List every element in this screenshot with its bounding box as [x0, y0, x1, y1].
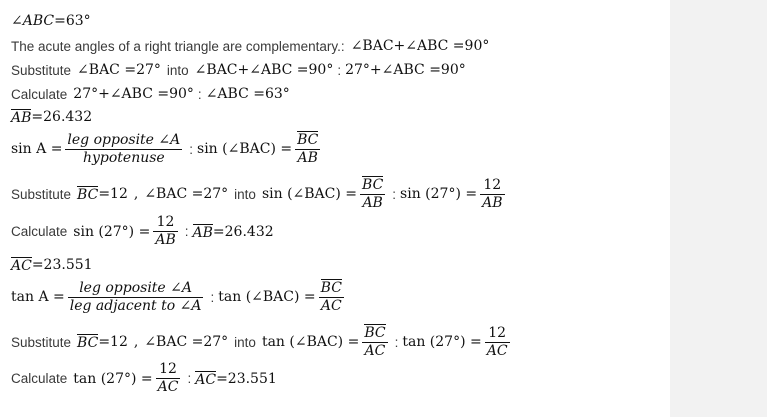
value-fraction: [156, 361, 181, 396]
denominator: AC: [486, 342, 508, 359]
sine-fraction: [65, 132, 182, 167]
equation: ∠BAC+∠ABC =90°: [194, 62, 334, 78]
result-angle-abc: [11, 13, 91, 29]
substitute-step-1: [11, 62, 466, 78]
segment-bc: BC: [77, 187, 99, 203]
tangent-lhs: tan A =: [11, 289, 65, 305]
comma: ,: [133, 186, 139, 202]
angle-abc: ∠ABC: [11, 13, 55, 29]
ratio-fraction: [362, 324, 387, 360]
ratio-fraction: [319, 279, 344, 315]
separator: :: [394, 334, 399, 350]
segment-ab: AB: [11, 110, 32, 126]
separator: :: [337, 62, 342, 78]
calculate-step-3: [11, 361, 277, 396]
rule-math: ∠BAC+∠ABC =90°: [350, 38, 490, 54]
value: =12: [98, 186, 128, 202]
tangent-value-expr: tan (27°) =: [73, 370, 153, 387]
substitute-step-3: [11, 324, 513, 360]
denominator: AC: [157, 379, 179, 395]
separator: :: [184, 224, 189, 239]
result: ∠ABC =63°: [205, 86, 290, 102]
tangent-expr: tan (∠BAC) =: [261, 334, 360, 350]
numerator: BC: [297, 132, 319, 148]
numerator: BC: [320, 280, 342, 296]
result-ab: [11, 109, 92, 125]
denominator: AC: [364, 343, 386, 359]
step-lead: Substitute: [11, 186, 72, 202]
value: =26.432: [31, 109, 93, 125]
segment-ac: AC: [195, 371, 217, 388]
tangent-rhs: tan (∠BAC) =: [218, 289, 316, 305]
into-word: into: [166, 62, 189, 78]
sine-definition: [11, 131, 323, 167]
value-fraction: [485, 325, 510, 360]
value: =26.432: [212, 223, 274, 240]
denominator: AC: [320, 298, 342, 314]
value-fraction: [480, 177, 504, 212]
segment-bc: BC: [77, 335, 99, 351]
given-angle: ∠BAC =27°: [144, 186, 229, 202]
value-fraction: [153, 214, 177, 249]
denominator: leg adjacent to ∠A: [69, 297, 202, 314]
step-lead: Calculate: [11, 224, 68, 239]
given-angle: ∠BAC =27°: [144, 334, 229, 350]
sine-rhs: sin (∠BAC) =: [197, 141, 293, 157]
separator: :: [392, 186, 397, 202]
ratio-fraction: [360, 176, 385, 212]
into-word: into: [234, 334, 256, 350]
segment-ac: AC: [11, 258, 32, 274]
equation: 27°+∠ABC =90°: [73, 86, 194, 102]
numerator: 12: [483, 176, 502, 193]
given-angle: ∠BAC =27°: [77, 62, 161, 78]
sine-value-expr: sin (27°) =: [73, 223, 151, 240]
numerator: 12: [159, 361, 177, 377]
value: =12: [98, 334, 128, 350]
tangent-definition: [11, 279, 347, 315]
denominator: AB: [297, 150, 318, 166]
denominator: hypotenuse: [82, 149, 165, 166]
result-ac: [11, 257, 93, 273]
numerator: 12: [156, 214, 175, 230]
step-lead: Substitute: [11, 62, 72, 78]
ratio-fraction: [295, 131, 320, 167]
value: =23.551: [31, 257, 93, 273]
sine-value-expr: sin (27°) =: [400, 186, 478, 202]
sine-expr: sin (∠BAC) =: [261, 186, 358, 202]
value: =63°: [54, 13, 91, 29]
separator: :: [197, 86, 202, 102]
right-panel: [670, 0, 767, 417]
tangent-value-expr: tan (27°) =: [402, 334, 482, 350]
tangent-fraction: [68, 280, 204, 315]
step-lead: Calculate: [11, 86, 68, 102]
segment-ab: AB: [192, 224, 213, 241]
substitute-step-2: [11, 176, 508, 212]
numerator: BC: [364, 325, 386, 341]
rule-text: The acute angles of a right triangle are complementary.:: [11, 38, 345, 54]
complementary-rule: [11, 38, 489, 54]
numerator: leg opposite ∠A: [79, 279, 193, 296]
numerator: leg opposite ∠A: [67, 131, 181, 148]
separator: :: [189, 141, 194, 157]
step-lead: Substitute: [11, 334, 72, 350]
denominator: AB: [362, 195, 383, 211]
calculate-step-2: [11, 214, 274, 249]
separator: :: [187, 371, 192, 386]
denominator: AB: [155, 232, 176, 248]
separator: :: [210, 289, 215, 305]
sine-lhs: sin A =: [11, 141, 63, 157]
numerator: 12: [488, 324, 507, 341]
value: =23.551: [216, 370, 277, 387]
step-lead: Calculate: [11, 371, 68, 386]
calculate-step-1: [11, 86, 290, 102]
comma: ,: [133, 334, 139, 350]
denominator: AB: [482, 194, 503, 211]
numerator: BC: [362, 177, 384, 193]
result: 27°+∠ABC =90°: [345, 62, 466, 78]
into-word: into: [234, 186, 256, 202]
